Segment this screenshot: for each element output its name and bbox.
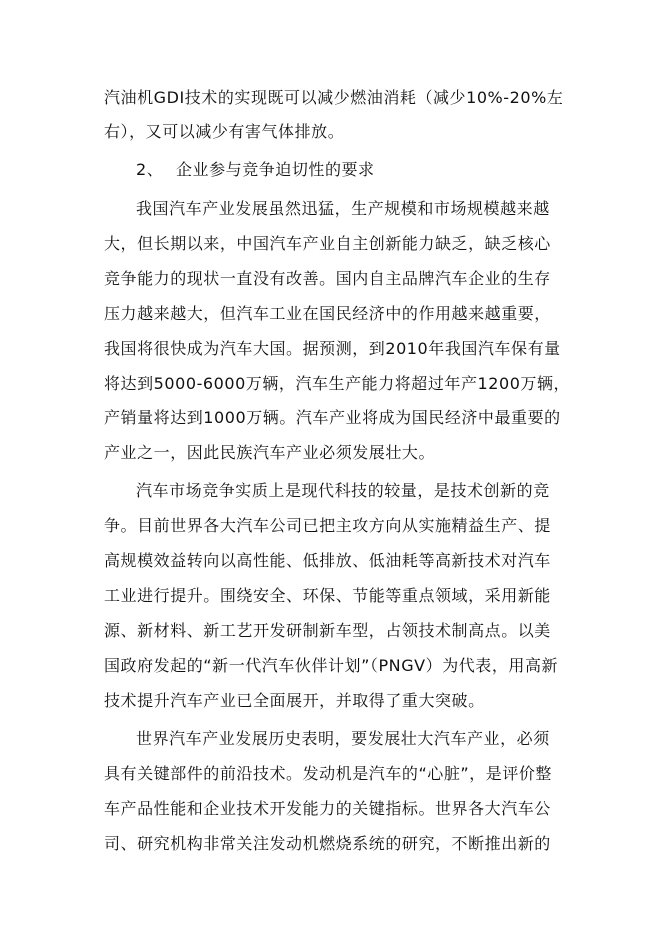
text-line: 车产品性能和企业技术开发能力的关键指标。世界各大汽车公: [104, 799, 551, 818]
text-line: 工业进行提升。围绕安全、环保、节能等重点领域，采用新能: [104, 586, 551, 605]
text-line: 右），又可以减少有害气体排放。: [104, 122, 345, 141]
text-line: 技术提升汽车产业已全面展开，并取得了重大突破。: [104, 691, 485, 710]
text-line: 压力越来越大，但汽车工业在国民经济中的作用越来越重要，: [104, 304, 551, 323]
text-line: 大，但长期以来，中国汽车产业自主创新能力缺乏，缺乏核心: [104, 234, 551, 253]
text-line: 国政府发起的“新一代汽车伙伴计划”（PNGV）为代表，用高新: [104, 656, 559, 675]
text-line: 源、新材料、新工艺开发研制新车型，占领技术制高点。以美: [104, 621, 551, 640]
paragraph-first-line: 汽车市场竞争实质上是现代科技的较量，是技术创新的竞: [136, 481, 550, 500]
text-line: 汽油机GDI技术的实现既可以减少燃油消耗（减少10%-20%左: [104, 88, 564, 107]
text-line: 争。目前世界各大汽车公司已把主攻方向从实施精益生产、提: [104, 516, 551, 535]
text-line: 司、研究机构非常关注发动机燃烧系统的研究，不断推出新的: [104, 834, 551, 853]
text-line: 竞争能力的现状一直没有改善。国内自主品牌汽车企业的生存: [104, 269, 551, 288]
section-number: 2、: [136, 160, 164, 179]
paragraph-first-line: 我国汽车产业发展虽然迅猛，生产规模和市场规模越来越: [136, 199, 550, 218]
text-line: 将达到5000-6000万辆，汽车生产能力将超过年产1200万辆，: [104, 374, 571, 393]
text-line: 高规模效益转向以高性能、低排放、低油耗等高新技术对汽车: [104, 551, 551, 570]
text-line: 具有关键部件的前沿技术。发动机是汽车的“心脏”，是评价整: [104, 764, 552, 783]
section-heading: 企业参与竞争迫切性的要求: [176, 160, 375, 179]
text-line: 产业之一，因此民族汽车产业必须发展壮大。: [104, 443, 436, 462]
text-line: 产销量将达到1000万辆。汽车产业将成为国民经济中最重要的: [104, 408, 561, 427]
text-line: 我国将很快成为汽车大国。据预测，到2010年我国汽车保有量: [104, 339, 561, 358]
paragraph-first-line: 世界汽车产业发展历史表明，要发展壮大汽车产业，必须: [136, 729, 550, 748]
